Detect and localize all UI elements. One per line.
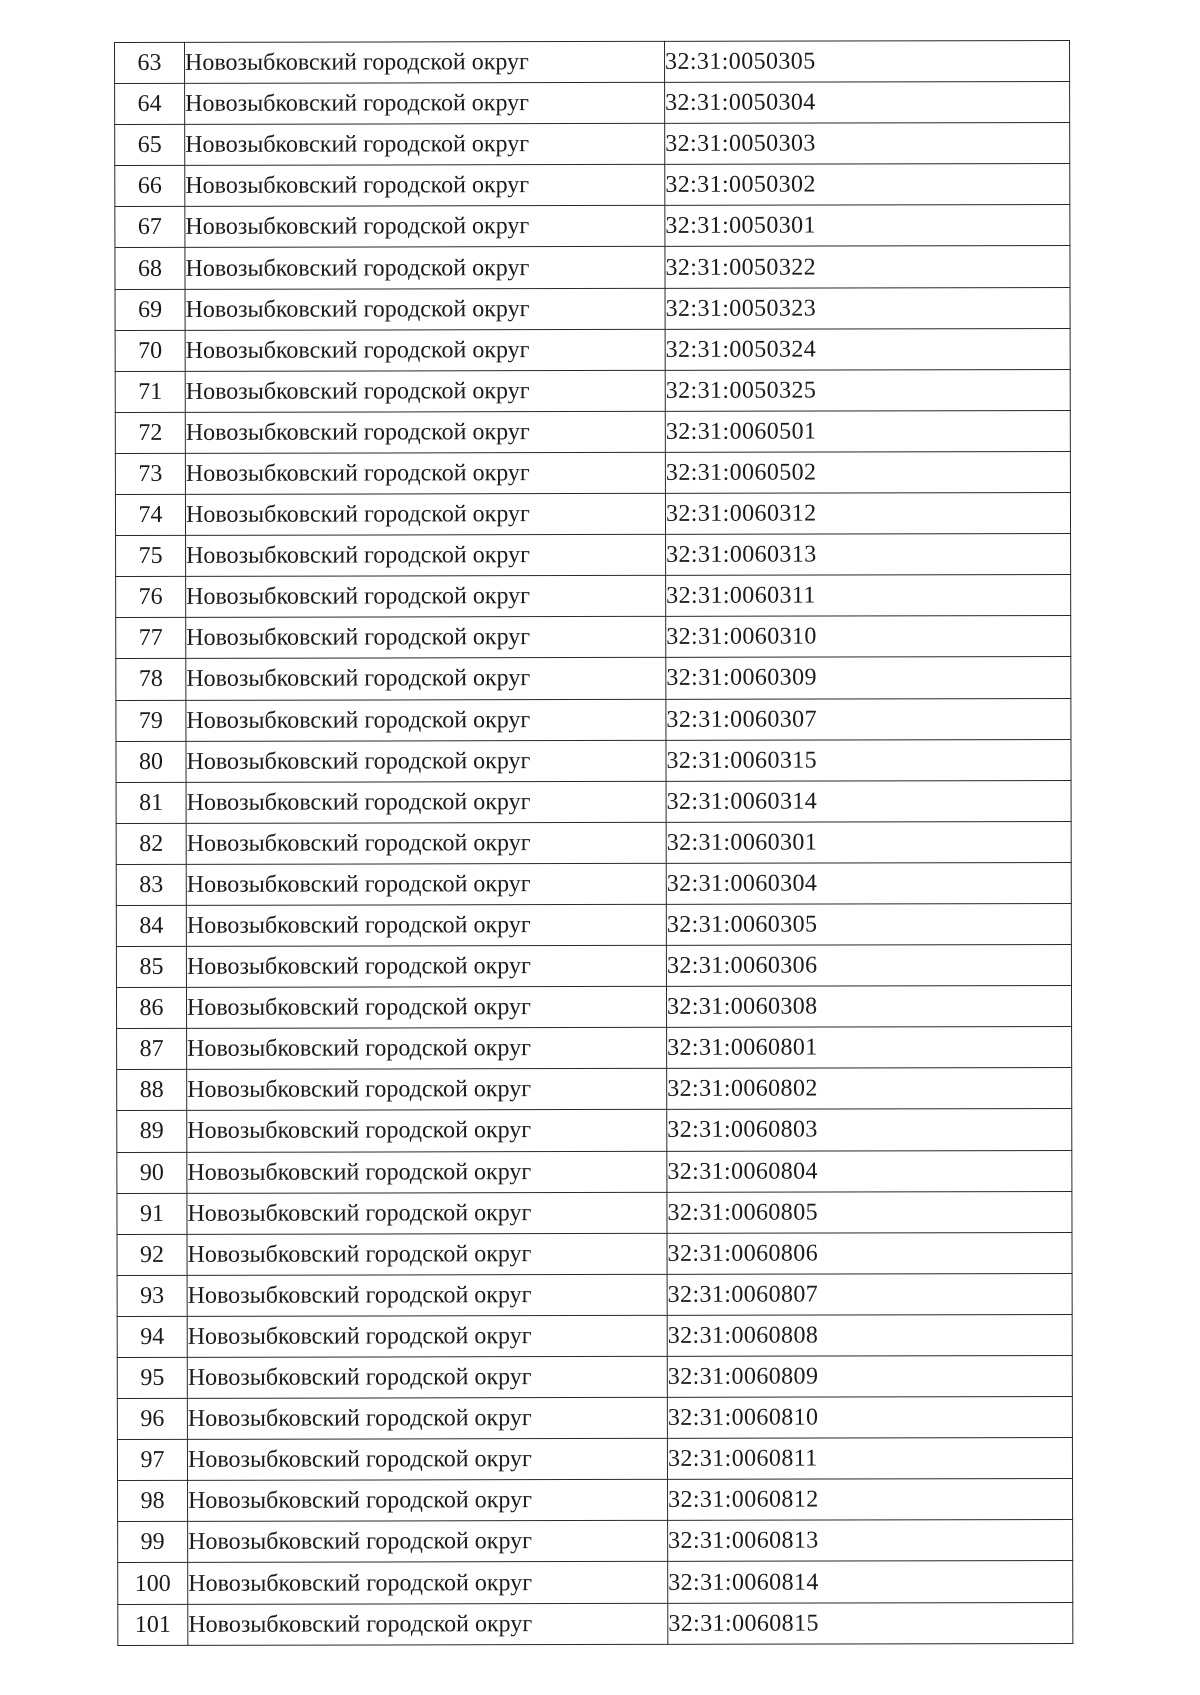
district-name-cell: Новозыбковский городской округ (187, 1069, 667, 1111)
cadastral-code-cell: 32:31:0050303 (665, 123, 1070, 165)
cadastral-code-cell: 32:31:0060307 (666, 698, 1071, 740)
row-number-cell: 89 (117, 1111, 187, 1152)
row-number-cell: 83 (116, 864, 186, 905)
row-number-cell: 77 (116, 618, 186, 659)
table-row (117, 1191, 1072, 1234)
table-row (116, 575, 1071, 618)
cadastral-code-cell: 32:31:0050302 (665, 164, 1070, 206)
row-number-cell: 63 (115, 42, 185, 83)
cadastral-code-cell: 32:31:0060808 (667, 1314, 1072, 1356)
cadastral-code-cell: 32:31:0060803 (667, 1109, 1072, 1151)
cadastral-code-cell: 32:31:0050305 (664, 40, 1069, 82)
table-row (116, 657, 1071, 700)
cadastral-code-cell: 32:31:0060306 (666, 945, 1071, 987)
district-name-cell: Новозыбковский городской округ (188, 1603, 668, 1645)
table-row (117, 1273, 1072, 1316)
row-number-cell: 72 (115, 412, 185, 453)
district-name-cell: Новозыбковский городской округ (187, 1356, 667, 1398)
table-row (115, 164, 1070, 207)
table-row (118, 1561, 1073, 1604)
cadastral-code-cell: 32:31:0060811 (667, 1438, 1072, 1480)
cadastral-code-cell: 32:31:0060502 (665, 451, 1070, 493)
cadastral-code-cell: 32:31:0060311 (666, 575, 1071, 617)
row-number-cell: 69 (115, 289, 185, 330)
row-number-cell: 90 (117, 1152, 187, 1193)
table-row (116, 698, 1071, 741)
table-row (115, 451, 1070, 494)
table-row (116, 945, 1071, 988)
table-row (117, 1438, 1072, 1481)
district-name-cell: Новозыбковский городской округ (186, 863, 666, 905)
table-body (115, 40, 1073, 1645)
district-name-cell: Новозыбковский городской округ (187, 1110, 667, 1152)
table-row (117, 1027, 1072, 1070)
cadastral-code-cell: 32:31:0060310 (666, 616, 1071, 658)
district-name-cell: Новозыбковский городской округ (186, 945, 666, 987)
district-name-cell: Новозыбковский городской округ (186, 699, 666, 741)
cadastral-code-cell: 32:31:0060814 (668, 1561, 1073, 1603)
row-number-cell: 99 (118, 1522, 188, 1563)
district-name-cell: Новозыбковский городской округ (186, 617, 666, 659)
table-row (117, 1397, 1072, 1440)
table-row (116, 739, 1071, 782)
table-row (115, 410, 1070, 453)
cadastral-code-cell: 32:31:0060501 (665, 410, 1070, 452)
cadastral-code-cell: 32:31:0050325 (665, 369, 1070, 411)
cadastral-code-cell: 32:31:0060304 (666, 862, 1071, 904)
row-number-cell: 92 (117, 1234, 187, 1275)
district-name-cell: Новозыбковский городской округ (187, 1192, 667, 1234)
district-name-cell: Новозыбковский городской округ (186, 576, 666, 618)
district-name-cell: Новозыбковский городской округ (187, 1028, 667, 1070)
cadastral-code-cell: 32:31:0060810 (667, 1397, 1072, 1439)
row-number-cell: 65 (115, 125, 185, 166)
row-number-cell: 97 (117, 1440, 187, 1481)
district-name-cell: Новозыбковский городской округ (185, 288, 665, 330)
cadastral-code-cell: 32:31:0060806 (667, 1232, 1072, 1274)
row-number-cell: 78 (116, 659, 186, 700)
row-number-cell: 70 (115, 330, 185, 371)
district-name-cell: Новозыбковский городской округ (188, 1480, 668, 1522)
table-row (118, 1520, 1073, 1563)
district-name-cell: Новозыбковский городской округ (188, 1521, 668, 1563)
cadastral-code-cell: 32:31:0060802 (667, 1068, 1072, 1110)
row-number-cell: 98 (118, 1481, 188, 1522)
cadastral-code-cell: 32:31:0060815 (668, 1602, 1073, 1644)
table-row (116, 986, 1071, 1029)
district-name-cell: Новозыбковский городской округ (187, 1315, 667, 1357)
district-name-cell: Новозыбковский городской округ (186, 987, 666, 1029)
row-number-cell: 71 (115, 371, 185, 412)
cadastral-code-cell: 32:31:0060801 (667, 1027, 1072, 1069)
row-number-cell: 64 (115, 83, 185, 124)
row-number-cell: 88 (117, 1070, 187, 1111)
cadastral-code-cell: 32:31:0060812 (668, 1479, 1073, 1521)
district-name-cell: Новозыбковский городской округ (186, 781, 666, 823)
table-row (115, 287, 1070, 330)
table-row (116, 616, 1071, 659)
district-name-cell: Новозыбковский городской округ (187, 1274, 667, 1316)
cadastral-code-cell: 32:31:0050301 (665, 205, 1070, 247)
row-number-cell: 85 (116, 946, 186, 987)
cadastral-table (114, 40, 1073, 1646)
district-name-cell: Новозыбковский городской округ (185, 329, 665, 371)
row-number-cell: 68 (115, 248, 185, 289)
cadastral-code-cell: 32:31:0060807 (667, 1273, 1072, 1315)
district-name-cell: Новозыбковский городской округ (187, 1151, 667, 1193)
table-row (118, 1602, 1073, 1645)
cadastral-code-cell: 32:31:0060804 (667, 1150, 1072, 1192)
cadastral-code-cell: 32:31:0060308 (666, 986, 1071, 1028)
district-name-cell: Новозыбковский городской округ (186, 904, 666, 946)
district-name-cell: Новозыбковский городской округ (185, 247, 665, 289)
row-number-cell: 84 (116, 905, 186, 946)
row-number-cell: 73 (115, 453, 185, 494)
cadastral-code-cell: 32:31:0050304 (665, 82, 1070, 124)
row-number-cell: 94 (117, 1316, 187, 1357)
table-row (117, 1068, 1072, 1111)
district-name-cell: Новозыбковский городской округ (185, 124, 665, 166)
table-row (118, 1479, 1073, 1522)
cadastral-code-cell: 32:31:0060315 (666, 739, 1071, 781)
cadastral-code-cell: 32:31:0060813 (668, 1520, 1073, 1562)
table-row (117, 1314, 1072, 1357)
row-number-cell: 87 (117, 1029, 187, 1070)
table-row (115, 246, 1070, 289)
cadastral-code-cell: 32:31:0060809 (667, 1355, 1072, 1397)
row-number-cell: 91 (117, 1193, 187, 1234)
row-number-cell: 67 (115, 207, 185, 248)
cadastral-code-cell: 32:31:0050322 (665, 246, 1070, 288)
cadastral-code-cell: 32:31:0060309 (666, 657, 1071, 699)
row-number-cell: 96 (117, 1398, 187, 1439)
district-name-cell: Новозыбковский городской округ (186, 822, 666, 864)
row-number-cell: 74 (115, 494, 185, 535)
table-row (116, 821, 1071, 864)
table-row (115, 82, 1070, 125)
cadastral-code-cell: 32:31:0060805 (667, 1191, 1072, 1233)
cadastral-code-cell: 32:31:0050323 (665, 287, 1070, 329)
district-name-cell: Новозыбковский городской округ (187, 1233, 667, 1275)
row-number-cell: 76 (116, 577, 186, 618)
row-number-cell: 66 (115, 166, 185, 207)
row-number-cell: 101 (118, 1604, 188, 1645)
district-name-cell: Новозыбковский городской округ (186, 534, 666, 576)
row-number-cell: 75 (116, 535, 186, 576)
district-name-cell: Новозыбковский городской округ (187, 1397, 667, 1439)
district-name-cell: Новозыбковский городской округ (186, 740, 666, 782)
table-row (115, 40, 1070, 83)
district-name-cell: Новозыбковский городской округ (186, 658, 666, 700)
district-name-cell: Новозыбковский городской округ (188, 1562, 668, 1604)
table-row (116, 780, 1071, 823)
district-name-cell: Новозыбковский городской округ (185, 452, 665, 494)
district-name-cell: Новозыбковский городской округ (185, 411, 665, 453)
table-row (117, 1150, 1072, 1193)
table-row (115, 369, 1070, 412)
row-number-cell: 95 (117, 1357, 187, 1398)
cadastral-code-cell: 32:31:0060314 (666, 780, 1071, 822)
district-name-cell: Новозыбковский городской округ (185, 82, 665, 124)
table-row (115, 123, 1070, 166)
table-row (115, 328, 1070, 371)
row-number-cell: 80 (116, 741, 186, 782)
table-row (116, 862, 1071, 905)
cadastral-code-cell: 32:31:0050324 (665, 328, 1070, 370)
row-number-cell: 81 (116, 782, 186, 823)
table-row (116, 903, 1071, 946)
row-number-cell: 79 (116, 700, 186, 741)
row-number-cell: 82 (116, 823, 186, 864)
district-name-cell: Новозыбковский городской округ (185, 41, 665, 83)
row-number-cell: 93 (117, 1275, 187, 1316)
district-name-cell: Новозыбковский городской округ (185, 370, 665, 412)
cadastral-code-cell: 32:31:0060305 (666, 903, 1071, 945)
table-row (116, 534, 1071, 577)
table-row (117, 1109, 1072, 1152)
district-name-cell: Новозыбковский городской округ (187, 1439, 667, 1481)
cadastral-code-cell: 32:31:0060312 (665, 493, 1070, 535)
cadastral-code-cell: 32:31:0060301 (666, 821, 1071, 863)
table-row (117, 1232, 1072, 1275)
table-row (115, 205, 1070, 248)
district-name-cell: Новозыбковский городской округ (185, 493, 665, 535)
district-name-cell: Новозыбковский городской округ (185, 206, 665, 248)
cadastral-code-cell: 32:31:0060313 (666, 534, 1071, 576)
table-row (115, 493, 1070, 536)
row-number-cell: 100 (118, 1563, 188, 1604)
row-number-cell: 86 (116, 988, 186, 1029)
district-name-cell: Новозыбковский городской округ (185, 165, 665, 207)
table-row (117, 1355, 1072, 1398)
